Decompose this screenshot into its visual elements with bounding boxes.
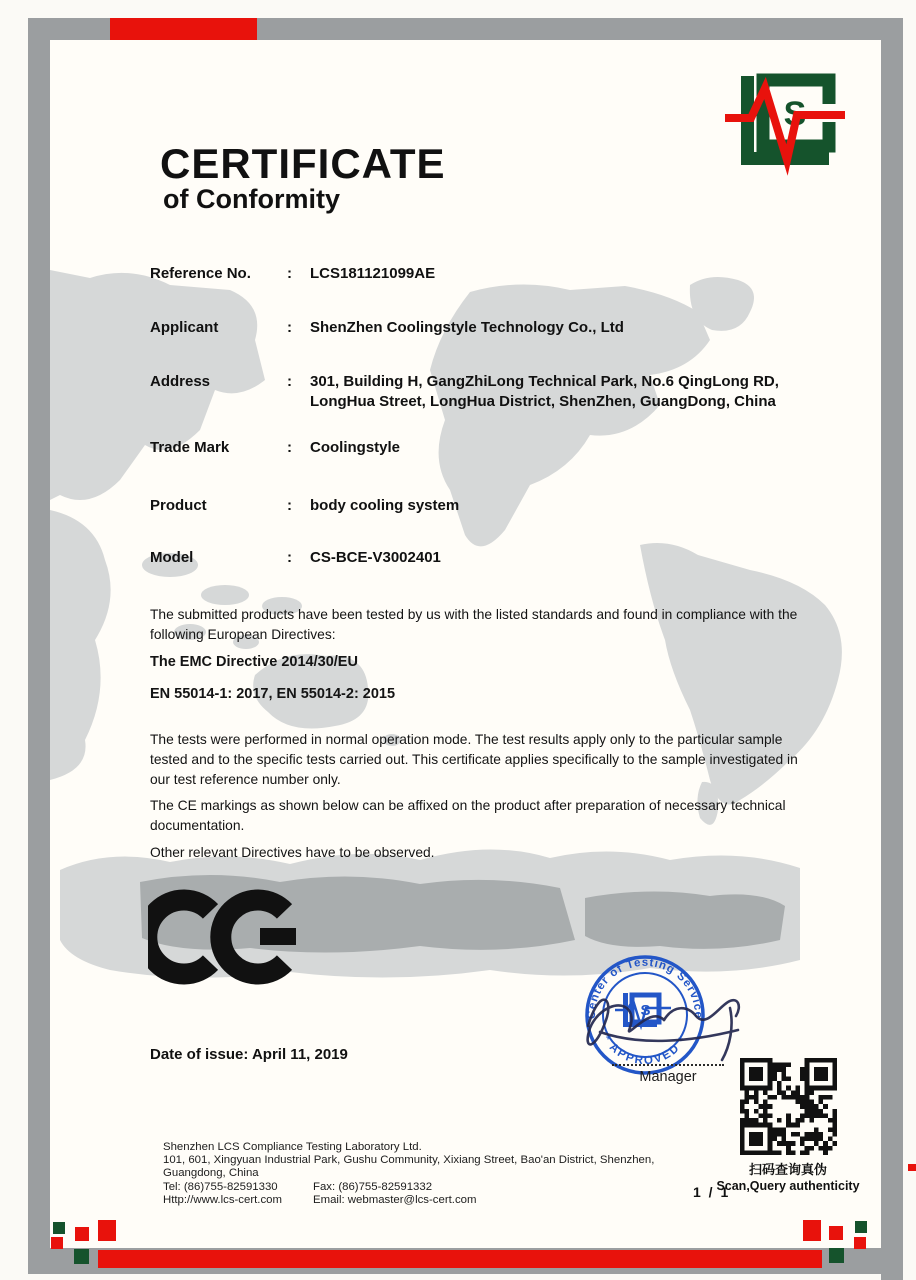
footer-tel: Tel: (86)755-82591330 <box>163 1180 278 1193</box>
manager-dotted-line <box>612 1064 724 1066</box>
footer-email: Email: webmaster@lcs-cert.com <box>313 1193 477 1206</box>
deco-square <box>803 1220 821 1241</box>
field-value: ShenZhen Coolingstyle Technology Co., Ltd <box>310 319 624 336</box>
field-address <box>150 372 835 412</box>
field-label: Reference No. <box>150 265 251 282</box>
field-label: Applicant <box>150 319 219 336</box>
bottom-red-bar <box>98 1250 822 1268</box>
paragraph-other-directives: Other relevant Directives have to be observed. <box>150 845 435 860</box>
paragraph-tests: The tests were performed in normal operation mode. The test results apply only to the particular sample tested and to the specific tests carried out. This certificate applies specifically to the sample investigated in our test reference number only. <box>150 732 798 787</box>
field-colon: : <box>287 373 292 390</box>
top-red-accent <box>110 18 257 40</box>
footer-lab-info <box>163 1141 708 1207</box>
ce-mark <box>148 884 300 995</box>
field-label: Model <box>150 549 194 566</box>
field-value: CS-BCE-V3002401 <box>310 549 441 566</box>
field-colon: : <box>287 497 292 514</box>
field-colon: : <box>287 549 292 566</box>
field-value: 301, Building H, GangZhiLong Technical Park, No.6 QingLong RD, LongHua Street, LongHua District, ShenZhen, GuangDong, China <box>310 373 779 410</box>
field-colon: : <box>287 439 292 456</box>
footer-line-2: 101, 601, Xingyuan Industrial Park, Gushu Community, Xixiang Street, Bao'an District, Shenzhen, <box>163 1154 655 1167</box>
page-number: 1 / 1 <box>693 1184 731 1200</box>
field-reference-no <box>150 264 835 284</box>
frame-right-band <box>881 18 903 1280</box>
lcs-logo <box>723 68 873 188</box>
field-label: Trade Mark <box>150 439 230 456</box>
paragraph-ce-marking: The CE markings as shown below can be affixed on the product after preparation of necessary technical documentation. <box>150 798 786 833</box>
stamp-ring-top-text: Center of Testing Service <box>585 956 705 1020</box>
field-product <box>150 496 835 516</box>
field-label: Address <box>150 373 211 390</box>
footer-line-1: Shenzhen LCS Compliance Testing Laboratory Ltd. <box>163 1141 422 1153</box>
date-of-issue: Date of issue: April 11, 2019 <box>150 1046 348 1063</box>
certificate-title: CERTIFICATE <box>160 140 446 187</box>
lcs-logo-graphic <box>723 68 873 183</box>
field-applicant <box>150 318 835 338</box>
ce-mark-graphic <box>148 884 300 990</box>
qr-caption-english: Scan,Query authenticity <box>716 1179 860 1193</box>
paragraph-intro: The submitted products have been tested by us with the listed standards and found in compliance with the following European Directives: <box>150 607 798 642</box>
field-colon: : <box>287 265 292 282</box>
field-colon: : <box>287 319 292 336</box>
frame-left-band <box>28 18 50 1272</box>
deco-square <box>75 1227 89 1241</box>
field-label: Product <box>150 497 207 514</box>
deco-square <box>829 1226 843 1240</box>
paragraph-directive: The EMC Directive 2014/30/EU <box>150 654 358 670</box>
field-model <box>150 548 835 568</box>
deco-square <box>854 1237 866 1249</box>
footer-fax: Fax: (86)755-82591332 <box>313 1180 433 1193</box>
field-value: body cooling system <box>310 497 460 514</box>
stamp-ring-bottom-text: * APPROVED * <box>599 1033 691 1068</box>
logo-letter-s: S <box>783 95 807 133</box>
deco-square <box>74 1249 89 1264</box>
certificate-subtitle: of Conformity <box>163 184 340 214</box>
field-trade-mark <box>150 438 835 458</box>
stamp-logo-letter: S <box>640 1002 651 1019</box>
signature-graphic <box>570 968 770 1078</box>
field-value: Coolingstyle <box>310 439 401 456</box>
deco-square <box>855 1221 867 1233</box>
field-value: LCS181121099AE <box>310 265 436 282</box>
deco-square <box>51 1237 63 1249</box>
deco-square <box>53 1222 65 1234</box>
qr-caption-chinese: 扫码查询真伪 <box>748 1162 827 1177</box>
deco-square <box>98 1220 116 1241</box>
footer-line-3: Guangdong, China <box>163 1167 259 1180</box>
edge-red-tick <box>908 1164 916 1171</box>
deco-square <box>829 1248 844 1263</box>
footer-web: Http://www.lcs-cert.com <box>163 1193 282 1206</box>
manager-title: Manager <box>639 1069 697 1085</box>
paragraph-standards: EN 55014-1: 2017, EN 55014-2: 2015 <box>150 686 396 702</box>
